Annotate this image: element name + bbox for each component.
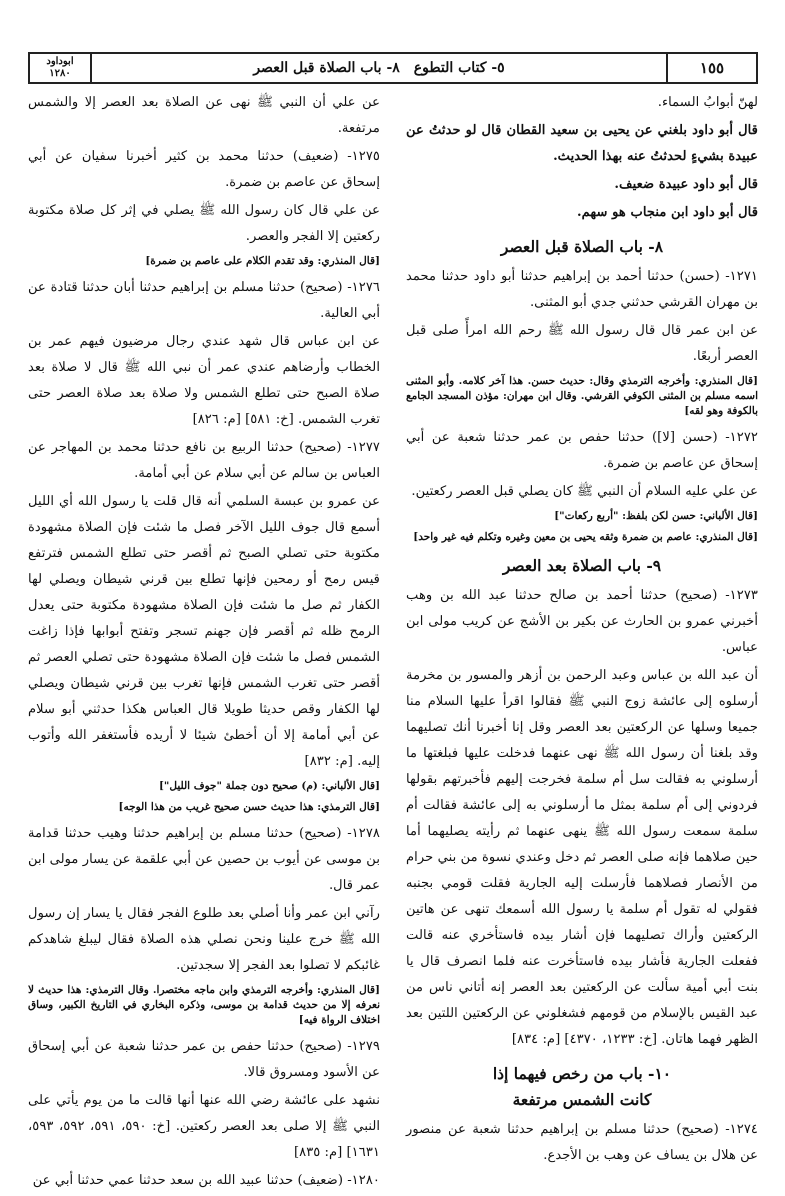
header-book-title: ٥- كتاب التطوع: [413, 60, 505, 76]
header-titles: [92, 54, 666, 82]
hadith-text: أن عبد الله بن عباس وعبد الرحمن بن أزهر والمسور بن مخرمة أرسلوه إلى عائشة زوج النبي ﷺ فقالوا اقرأ عليها السلام منا جميعا وسلها عن الركعتين بعد العصر وقل إنا أخبرنا أنك تصليهما وقد بلغنا أن رسول الله ﷺ نهى عنهما فدخلت عليها فبلغتها ما أرسلوني به فقالت سل أم سلمة فخرجت إليهم فأخبرتهم بقولها فردوني إلى أم سلمة بمثل ما أرسلوني به إلى عائشة فقالت أم سلمة سمعت رسول الله ﷺ ينهى عنهما ثم رأيته يصليهما أما حين صلاهما فإنه صلى العصر ثم دخل وعندي نسوة من بني حرام من الأنصار فصلاهما فأرسلت إليه الجارية فقلت قومي بجنبه فقولي له تقول أم سلمة يا رسول الله أسمعك تنهى عن هاتين الركعتين وأراك تصليهما فإن أشار بيده فاستأخري عنه قالت ففعلت الجارية فأشار بيده فاستأخرت عنه فلما انصرف قال يا بنت أبي أمية سألت عن الركعتين بعد العصر إنه أتاني ناس من عبد القيس بالإسلام من قومهم فشغلوني عن الركعتين اللتين بعد الظهر فهما هاتان. [خ: ١٢٣٣، ٤٣٧٠] [م: ٨٣٤]: [406, 668, 758, 1047]
hadith-text: عن عمرو بن عبسة السلمي أنه قال قلت يا رسول الله أي الليل أسمع قال جوف الليل الآخر فصل ما شئت فإن الصلاة مشهودة مكتوبة حتى تصلي الصبح ثم أقصر حتى تطلع الشمس فترتفع قيس رمح أو رمحين فإنها تطلع بين قرني شيطان ويصلي لها الكفار ثم صل ما شئت فإن الصلاة مشهودة مكتوبة حتى يعدل الرمح ظله ثم أقصر فإن جهنم تسجر وتفتح أبوابها فإذا زاغت الشمس فصل ما شئت فإن الصلاة مشهودة حتى تصلي العصر ثم أقصر حتى تغرب الشمس فإنها تغرب بين قرني شيطان ويصلي لها الكفار وقص حديثا طويلا قال العباس هكذا حدثني أبو سلام عن أبي أمامة إلا أن أخطئ شيئا لا أريده فأستغفر الله وأتوب إليه. [م: ٨٣٢]: [28, 494, 380, 769]
footnote: [قال المنذري: عاصم بن ضمرة وثقه يحيى بن معين وغيره وتكلم فيه غير واحد]: [413, 531, 758, 543]
hadith-isnad: ١٢٧٤- (صحيح) حدثنا مسلم بن إبراهيم حدثنا شعبة عن منصور عن هلال بن يساف عن وهب بن الأجدع.: [406, 1122, 758, 1163]
hadith-text: عن ابن عباس قال شهد عندي رجال مرضيون فيهم عمر بن الخطاب وأرضاهم عندي عمر أن نبي الله ﷺ قال لا صلاة بعد صلاة الصبح حتى تطلع الشمس ولا صلاة بعد صلاة العصر حتى تغرب الشمس. [خ: ٥٨١] [م: ٨٢٦]: [28, 334, 380, 427]
hadith-isnad: ١٢٧٧- (صحيح) حدثنا الربيع بن نافع حدثنا محمد بن المهاجر عن العباس بن سالم عن أبي سلام عن أبي أمامة.: [28, 440, 380, 481]
footnote: [قال المنذري: وقد تقدم الكلام على عاصم بن ضمرة]: [145, 255, 380, 267]
hadith-text: نشهد على عائشة رضي الله عنها أنها قالت ما من يوم يأتي على النبي ﷺ إلا صلى بعد العصر ركعتين. [خ: ٥٩٠، ٥٩١، ٥٩٢، ٥٩٣، ١٦٣١] [م: ٨٣٥]: [28, 1093, 381, 1160]
section-heading: ٩- باب الصلاة بعد العصر: [502, 556, 662, 575]
hadith-text: عن علي قال كان رسول الله ﷺ يصلي في إثر كل صلاة مكتوبة ركعتين إلا الفجر والعصر.: [28, 203, 380, 244]
book-page: [28, 52, 758, 1188]
hadith-isnad: ١٢٧١- (حسن) حدثنا أحمد بن إبراهيم حدثنا أبو داود حدثنا محمد بن مهران القرشي حدثني جدي أبو المثنى.: [406, 269, 758, 310]
header-hadith-range: ١٢٨٠: [49, 68, 71, 79]
hadith-isnad: ١٢٧٦- (صحيح) حدثنا مسلم بن إبراهيم حدثنا أبان حدثنا قتادة عن أبي العالية.: [28, 280, 380, 321]
footnote: [قال المنذري: وأخرجه الترمذي وقال: حديث حسن. هذا آخر كلامه. وأبو المثنى اسمه مسلم بن المثنى الكوفي القرشي. وقال ابن مهران: مؤذن المسجد الجامع بالكوفة وهو لقه]: [406, 375, 758, 417]
text-paragraph: قال أبو داود عبيدة ضعيف.: [614, 177, 758, 192]
footnote: [قال المنذري: وأخرجه الترمذي وابن ماجه مختصرا. وقال الترمذي: هذا حديث لا نعرفه إلا من حديث قدامة بن موسى، وذكره البخاري في التاريخ الكبير، وساق اختلاف الرواة فيه]: [28, 984, 380, 1026]
hadith-isnad: ١٢٧٩- (صحيح) حدثنا حفص بن عمر حدثنا شعبة عن أبي إسحاق عن الأسود ومسروق قالا.: [28, 1039, 380, 1080]
hadith-text: عن علي أن النبي ﷺ نهى عن الصلاة بعد العصر إلا والشمس مرتفعة.: [28, 95, 380, 136]
section-heading-line: كانت الشمس مرتفعة: [512, 1090, 652, 1109]
header-book-ref: [30, 54, 92, 82]
hadith-isnad: ١٢٧٢- (حسن [لا]) حدثنا حفص بن عمر حدثنا شعبة عن أبي إسحاق عن عاصم بن ضمرة.: [406, 430, 758, 471]
footnote: [قال الألباني: (م) صحيح دون جملة "جوف الليل"]: [158, 780, 380, 792]
footnote: [قال الألباني: حسن لكن بلفظ: "أربع ركعات"]: [554, 510, 758, 522]
hadith-text: عن علي عليه السلام أن النبي ﷺ كان يصلي قبل العصر ركعتين.: [411, 484, 758, 499]
left-column: [28, 90, 380, 1196]
text-paragraph: لهنّ أبوابُ السماء.: [657, 95, 758, 110]
section-heading: [406, 1061, 758, 1113]
footnote: [قال الترمذي: هذا حديث حسن صحيح غريب من هذا الوجه]: [118, 801, 380, 813]
hadith-isnad: ١٢٧٨- (صحيح) حدثنا مسلم بن إبراهيم حدثنا وهيب حدثنا قدامة بن موسى عن أيوب بن حصين عن أبي علقمة عن يسار مولى ابن عمر قال.: [28, 826, 380, 893]
header-chapter-title: ٨- باب الصلاة قبل العصر: [253, 60, 400, 76]
hadith-isnad: ١٢٧٥- (ضعيف) حدثنا محمد بن كثير أخبرنا سفيان عن أبي إسحاق عن عاصم بن ضمرة.: [28, 149, 380, 190]
hadith-isnad: ١٢٨٠- (ضعيف) حدثنا عبيد الله بن سعد حدثنا عمي حدثنا أبي عن: [32, 1173, 380, 1188]
text-paragraph: قال أبو داود بلغني عن يحيى بن سعيد القطان قال لو حدثتُ عن عبيدة بشيءٍ لحدثتُ عنه بهذا الحديث.: [406, 123, 758, 164]
hadith-text: عن ابن عمر قال قال رسول الله ﷺ رحم الله امرأً صلى قبل العصر أربعًا.: [406, 323, 758, 364]
page-number: ١٥٥: [666, 54, 756, 82]
section-heading: ٨- باب الصلاة قبل العصر: [500, 237, 664, 256]
hadith-isnad: ١٢٧٣- (صحيح) حدثنا أحمد بن صالح حدثنا عبد الله بن وهب أخبرني عمرو بن الحارث عن بكير بن الأشج عن كريب مولى ابن عباس.: [406, 588, 758, 655]
section-heading-line: ١٠- باب من رخص فيهما إذا: [492, 1064, 672, 1083]
hadith-text: رآني ابن عمر وأنا أصلي بعد طلوع الفجر فقال يا يسار إن رسول الله ﷺ خرج علينا ونحن نصلي هذه الصلاة فقال ليبلغ شاهدكم غائبكم لا تصلوا بعد الفجر إلا سجدتين.: [28, 906, 380, 973]
header-book-name: ابوداود: [46, 56, 74, 67]
page-header: [28, 52, 758, 84]
text-paragraph: قال أبو داود ابن منجاب هو سهم.: [577, 205, 758, 220]
right-column: [406, 90, 758, 1171]
